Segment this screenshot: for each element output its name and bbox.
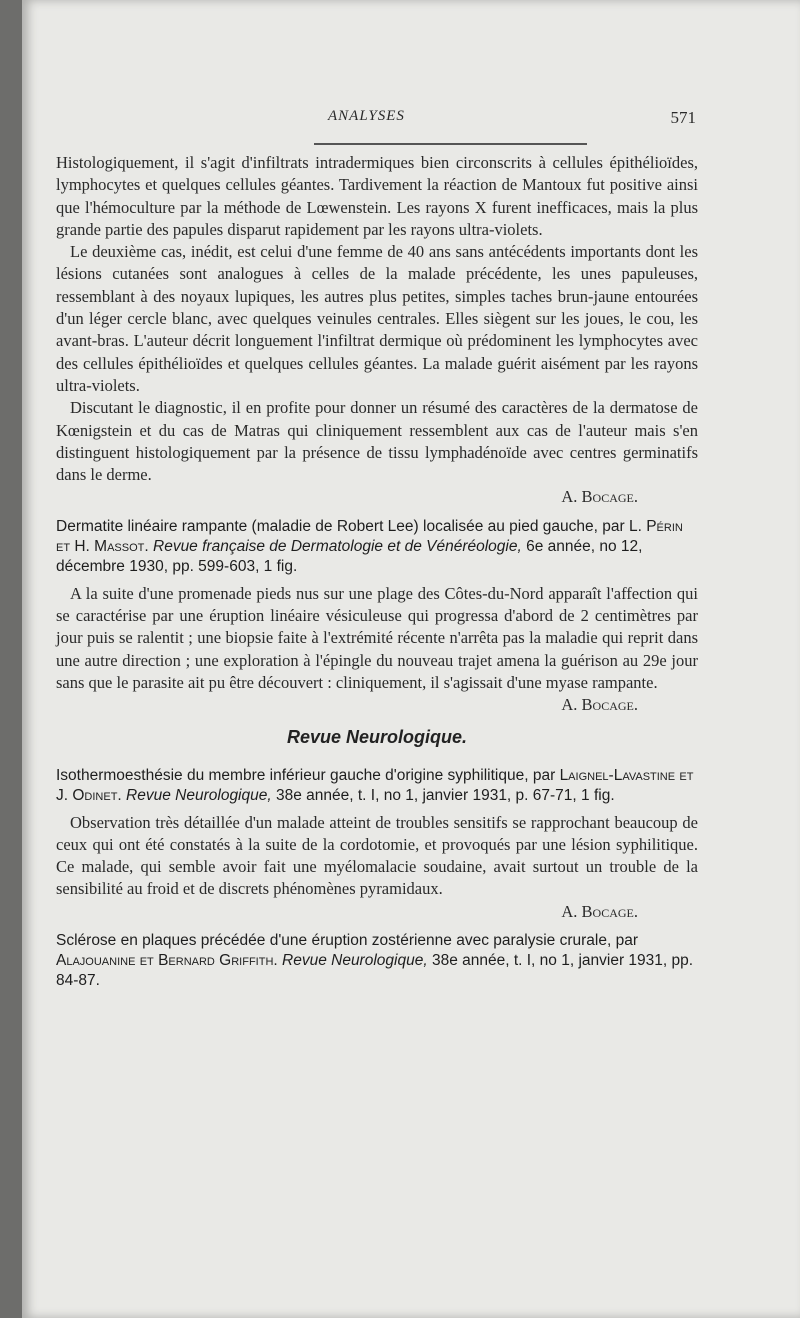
article-2-body: Observation très détaillée d'un malade atteint de troubles sensitifs se rapprochant beaucoup de ceux qui ont été constatés à la suite de la cordotomie, et provoqués par une lésion syphilitique. Ce malade, qui semble avoir fait une myélomalacie soudaine, avait surtout un trouble de la sensibilité au froid et de discrets phénomènes pyramidaux.	[56, 812, 698, 899]
paragraph-3: Discutant le diagnostic, il en profite pour donner un résumé des caractères de la dermatose de Kœnigstein et du cas de Matras qui cliniquement ressemblent aux cas de l'auteur mais s'en distinguent histologiquement par la présence de tissu lymphadénoïde avec centres germinatifs dans le derme.	[56, 398, 698, 485]
article-3-journal: Revue Neurologique,	[282, 952, 428, 970]
article-2-title	[56, 766, 698, 806]
article-1-authors: L. Périn et H. Massot.	[56, 517, 683, 555]
running-header	[56, 108, 696, 132]
page-number: 571	[670, 108, 696, 127]
article-3-title	[56, 931, 698, 991]
article-2-ref: 38e année, t. I, no 1, janvier 1931, p. 67-71, 1 fig.	[275, 786, 615, 804]
article-2	[56, 766, 698, 923]
paragraph-1: Histologiquement, il s'agit d'infiltrats intradermiques bien circonscrits à cellules épithélioïdes, lymphocytes et quelques cellules géantes. Tardivement la réaction de Mantoux fut positive ainsi que l'hémoculture par la méthode de Lœwenstein. Les rayons X furent inefficaces, mais la plus grande partie des papules disparut rapidement par les rayons ultra-violets.	[56, 153, 698, 239]
article-1	[56, 517, 698, 717]
article-1-by: par	[602, 517, 625, 535]
article-2-by: par	[532, 766, 556, 784]
article-1-journal: Revue française de Dermatologie et de Vénéréologie,	[153, 537, 522, 555]
article-1-ref: 6e année, no 12, décembre 1930, pp. 599-603, 1 fig.	[56, 537, 643, 575]
article-1-title	[56, 517, 698, 577]
article-1-body: A la suite d'une promenade pieds nus sur une plage des Côtes-du-Nord apparaît l'affection qui se caractérise par une éruption linéaire vésiculeuse qui progressa d'abord de 2 centimètres par jour puis se ralentit ; une biopsie faite à l'extrémité récente n'arrêta pas la maladie qui reprit dans une autre direction ; une exploration à l'épingle du nouveau trajet amena la guérison au 29e jour sans que le parasite ait pu être découvert : cliniquement, il s'agissait d'une myase rampante.	[56, 583, 698, 692]
article-3-ref: 38e année, t. I, no 1, janvier 1931, pp. 84-87.	[56, 952, 694, 990]
article-2-signature: A. Bocage.	[561, 901, 638, 921]
article-1-heading: Dermatite linéaire rampante (maladie de Robert Lee) localisée au pied gauche,	[56, 517, 598, 535]
signature-1: A. Bocage.	[561, 487, 638, 507]
page	[22, 0, 800, 1318]
article-2-heading: Isothermoesthésie du membre inférieur gauche d'origine syphilitique,	[56, 766, 529, 784]
article-2-journal: Revue Neurologique,	[126, 786, 272, 804]
section-heading: Revue Neurologique.	[286, 726, 468, 747]
article-3	[56, 931, 698, 991]
article-2-authors: Laignel-Lavastine et J. Odinet.	[56, 766, 694, 804]
paragraph-2: Le deuxième cas, inédit, est celui d'une femme de 40 ans sans antécédents importants dont les lésions cutanées sont analogues à celles de la malade précédente, les unes papuleuses, ressemblant à des noyaux lupiques, les autres plus petites, simples taches brun-jaune entourées d'un léger cercle blanc, avec quelques veinules centrales. Elles siègent sur les joues, le cou, les avant-bras. L'auteur décrit longuement l'infiltrat dermique où prédominent les lymphocytes avec des cellules épithélioïdes et quelques cellules géantes. La malade guérit aisément par les rayons ultra-violets.	[56, 242, 698, 395]
header-rule	[314, 143, 587, 145]
article-3-heading: Sclérose en plaques précédée d'une éruption zostérienne avec paralysie crurale,	[56, 932, 612, 950]
page-content	[56, 152, 698, 991]
article-3-by: par	[615, 932, 638, 950]
header-title: ANALYSES	[328, 108, 405, 124]
article-3-authors: Alajouanine et Bernard Griffith.	[56, 952, 278, 970]
article-1-signature: A. Bocage.	[561, 695, 638, 715]
